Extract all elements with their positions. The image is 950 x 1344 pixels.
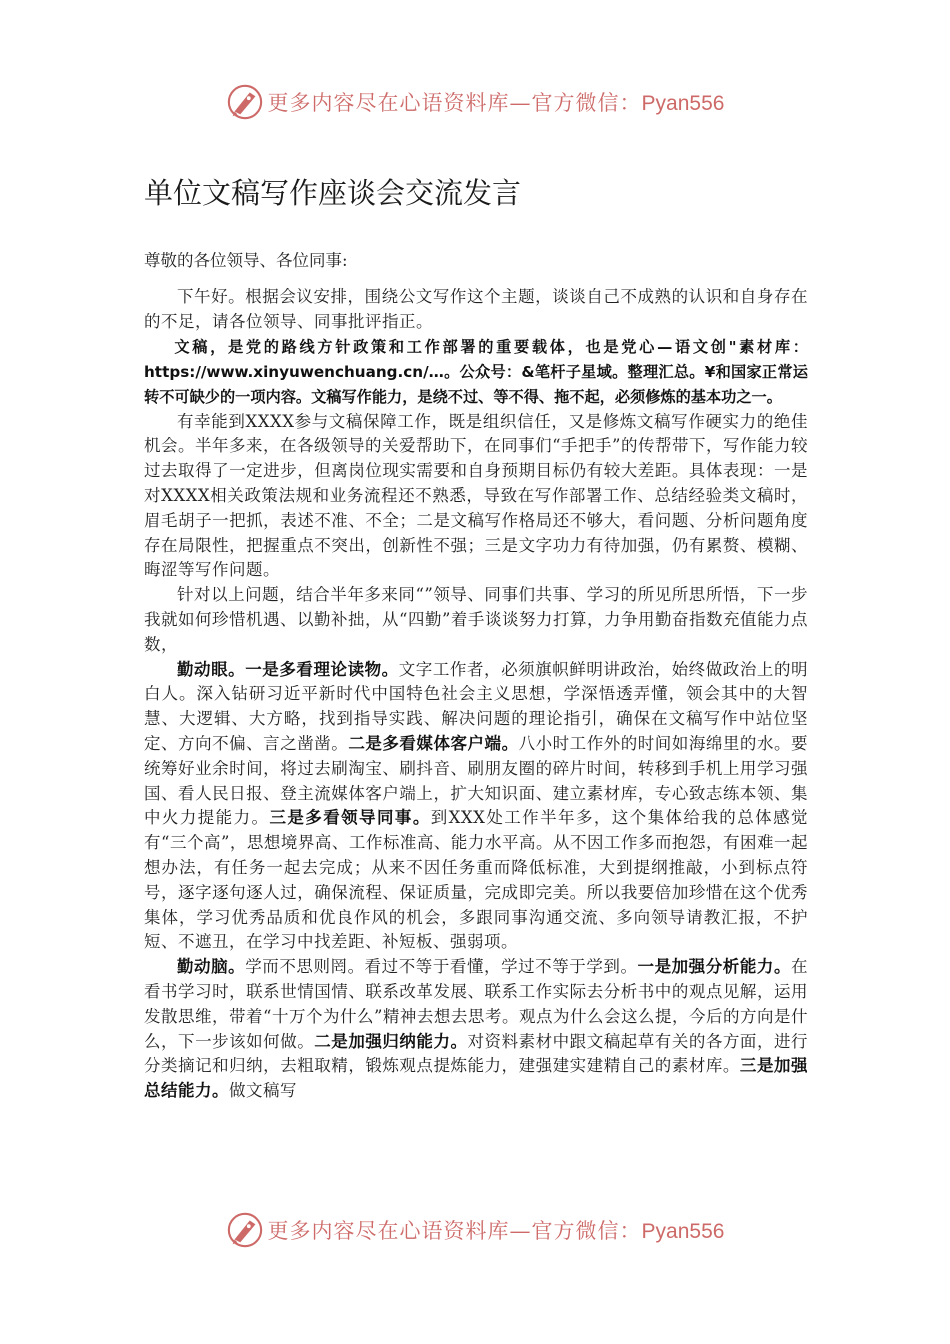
salutation: 尊敬的各位领导、各位同事: (144, 251, 348, 270)
text-analysis: 在看书学习时，联系世情国情、联系改革发展、联系工作实际去分析书中的观点见解，运用发散思维，带着“十万个为什么”精神去想去思考。观点为什么会这么提，今后的方向是什么，下一步该如何做。 (144, 957, 809, 1051)
text-summary: 做文稿写 (229, 1081, 297, 1101)
watermark-wechat-id: Pyan556 (641, 92, 725, 115)
text-read-media: 八小时工作外的时间如海绵里的水。要统筹好业余时间，将过去刷淘宝、刷抖音、刷朋友圈的碎片时间，转移到手机上用学习强国、看人民日报、登主流媒体客户端上，扩大知识面、建立素材库，专心致志练本领、集中火力提能力。 (144, 733, 809, 828)
watermark-text (268, 1215, 725, 1245)
point-analysis: 一是加强分析能力。 (637, 957, 792, 977)
heading-diligent-brain: 勤动脑。 (177, 957, 246, 977)
watermark-text (268, 87, 725, 117)
paragraph-promo-insert: 文稿，是党的路线方针政策和工作部署的重要载体，也是党心—语文创"素材库：https://www.xinyuwenchuang.cn/…。公众号：&笔杆子星域。整理汇总。¥和国家正常运转不可缺少的一项内容。文稿写作能力，是绕不过、等不得、拖不起，必须修炼的基本功之一。 (144, 337, 808, 406)
paragraph-diligent-eyes (144, 658, 808, 956)
point-read-media: 二是多看媒体客户端。 (348, 733, 519, 753)
bottom-watermark-banner (0, 1208, 950, 1252)
heading-diligent-eyes: 勤动眼。 (177, 659, 246, 679)
pen-nib-logo-icon (226, 1211, 264, 1249)
document-title: 单位文稿写作座谈会交流发言 (144, 176, 522, 210)
watermark-wechat-id: Pyan556 (641, 1220, 725, 1243)
text-brain-intro: 学而不思则罔。看过不等于看懂，学过不等于学到。 (245, 957, 638, 977)
text-read-theory: 文字工作者，必须旗帜鲜明讲政治，始终做政治上的明白人。深入钻研习近平新时代中国特色社会主义思想，学深悟透弄懂，领会其中的大智慧、大逻辑、大方略，找到指导实践、解决问题的理论指引，确保在文稿写作中站位坚定、方向不偏、言之凿凿。 (144, 659, 809, 753)
point-induction: 二是加强归纳能力。 (314, 1031, 468, 1051)
paragraph-greeting: 下午好。根据会议安排，围绕公文写作这个主题，谈谈自己不成熟的认识和自身存在的不足，请各位领导、同事批评指正。 (144, 287, 808, 331)
point-watch-colleagues: 三是多看领导同事。 (269, 808, 431, 828)
point-read-theory: 一是多看理论读物。 (245, 659, 399, 679)
watermark-main-text: 更多内容尽在心语资料库—官方微信： (267, 1219, 642, 1243)
top-watermark-banner (0, 80, 950, 124)
text-induction: 对资料素材中跟文稿起草有关的各方面，进行分类摘记和归纳，去粗取精，锻炼观点提炼能力，建强建实建精自己的素材库。 (144, 1031, 809, 1076)
pen-nib-logo-icon (226, 83, 264, 121)
point-summary: 三是加强总结能力。 (144, 1056, 809, 1101)
watermark-main-text: 更多内容尽在心语资料库—官方微信： (267, 91, 642, 115)
paragraph-experience: 有幸能到XXXX参与文稿保障工作，既是组织信任，又是修炼文稿写作硬实力的绝佳机会。半年多来，在各级领导的关爱帮助下，在同事们“手把手”的传帮带下，写作能力较过去取得了一定进步，但离岗位现实需要和自身预期目标仍有较大差距。具体表现：一是对XXXX相关政策法规和业务流程还不熟悉，导致在写作部署工作、总结经验类文稿时，眉毛胡子一把抓，表述不准、不全；二是文稿写作格局还不够大，看问题、分析问题角度存在局限性，把握重点不突出，创新性不强；三是文字功力有待加强，仍有累赘、模糊、晦涩等写作问题。 (144, 411, 808, 580)
document-body (144, 168, 808, 1104)
paragraph-plan-intro: 针对以上问题，结合半年多来同“”领导、同事们共事、学习的所见所思所悟，下一步我就如何珍惜机遇、以勤补拙，从“四勤”着手谈谈努力打算，力争用勤奋指数充值能力点数， (144, 585, 808, 654)
paragraph-diligent-brain (144, 955, 808, 1104)
text-watch-colleagues: 到XXX处工作半年多，这个集体给我的总体感觉有“三个高”，思想境界高、工作标准高、能力水平高。从不因工作多而抱怨，有困难一起想办法，有任务一起去完成；从来不因任务重而降低标准，大到提纲推敲，小到标点符号，逐字逐句逐人过，确保流程、保证质量，完成即完美。所以我要倍加珍惜在这个优秀集体，学习优秀品质和优良作风的机会，多跟同事沟通交流、多向领导请教汇报，不护短、不遮丑，在学习中找差距、补短板、强弱项。 (144, 808, 808, 952)
